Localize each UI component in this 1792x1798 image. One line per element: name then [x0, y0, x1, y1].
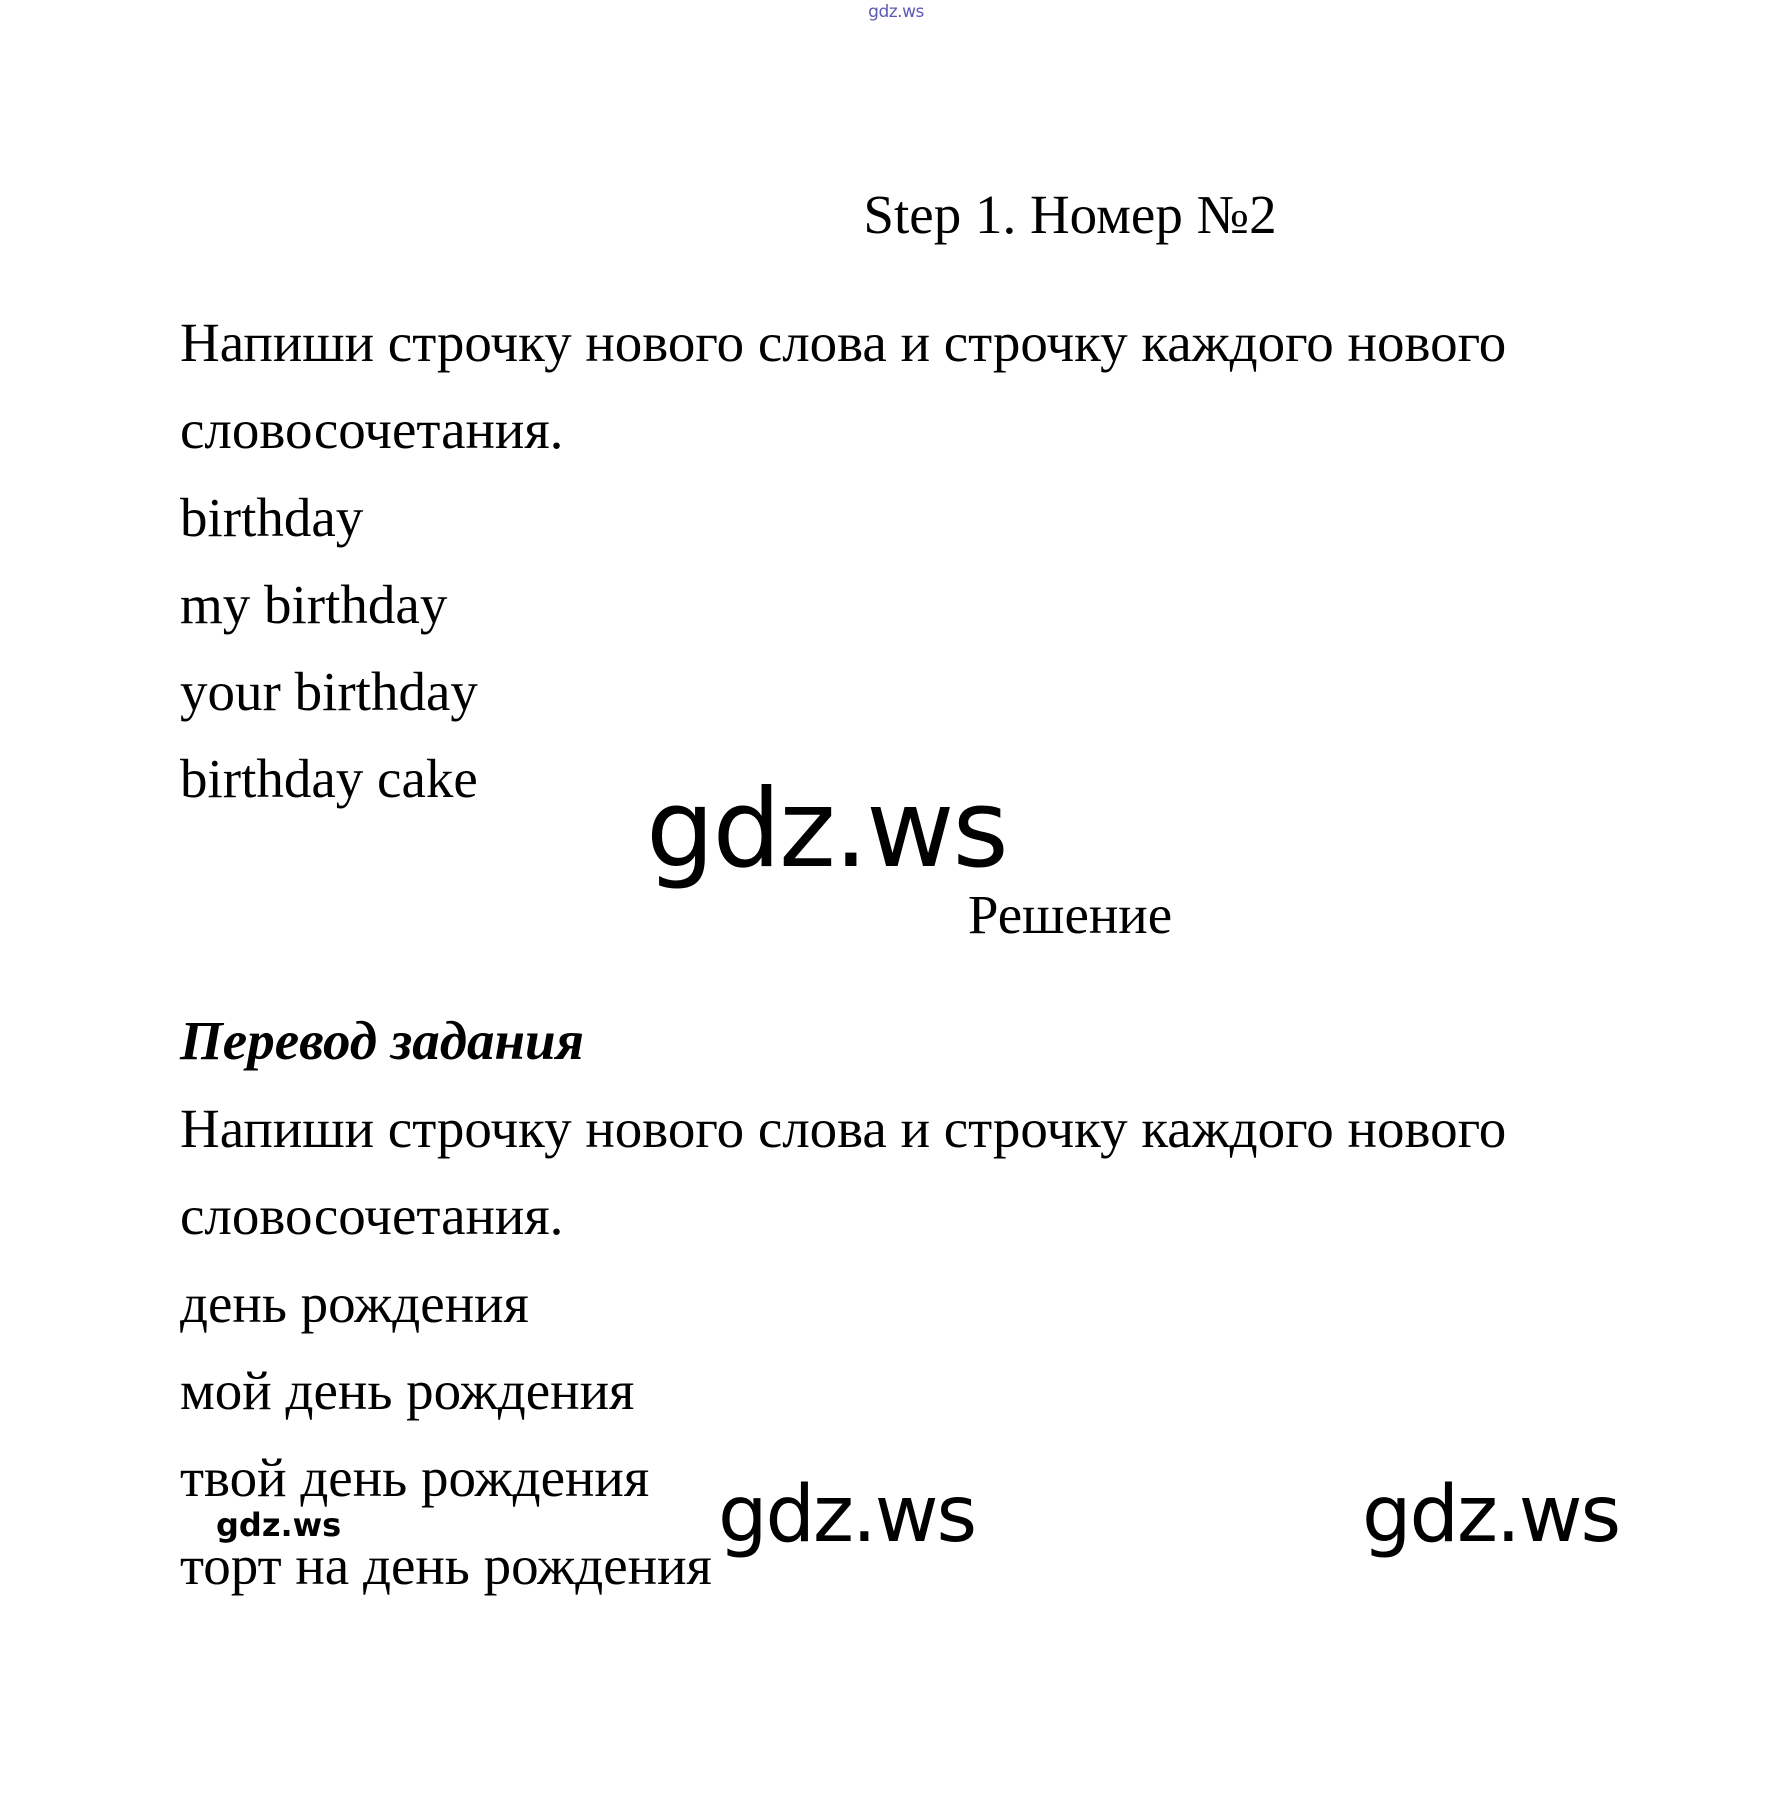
solution-label: Решение: [967, 884, 1173, 945]
word-item: birthday: [180, 487, 364, 548]
translation-heading: Перевод задания: [180, 1010, 584, 1071]
watermark-logo: gdz.ws: [1362, 1470, 1620, 1560]
translation-word-item: торт на день рождения: [180, 1535, 712, 1596]
task-text-line-2: словосочетания.: [180, 399, 564, 460]
translation-word-item: день рождения: [180, 1273, 529, 1334]
translation-text-line-2: словосочетания.: [180, 1185, 564, 1246]
word-item: my birthday: [180, 574, 448, 635]
top-watermark: gdz.ws: [868, 2, 924, 22]
watermark-logo: gdz.ws: [718, 1470, 976, 1560]
word-item: your birthday: [180, 661, 478, 722]
translation-word-item: мой день рождения: [180, 1360, 635, 1421]
translation-word-item: твой день рождения: [180, 1447, 650, 1508]
word-item: birthday cake: [180, 748, 478, 809]
watermark-logo: gdz.ws: [646, 767, 1007, 892]
page-title: Step 1. Номер №2: [863, 184, 1277, 245]
watermark-logo: gdz.ws: [216, 1506, 342, 1544]
translation-text-line-1: Напиши строчку нового слова и строчку каждого нового: [180, 1098, 1507, 1159]
task-text-line-1: Напиши строчку нового слова и строчку каждого нового: [180, 312, 1507, 373]
